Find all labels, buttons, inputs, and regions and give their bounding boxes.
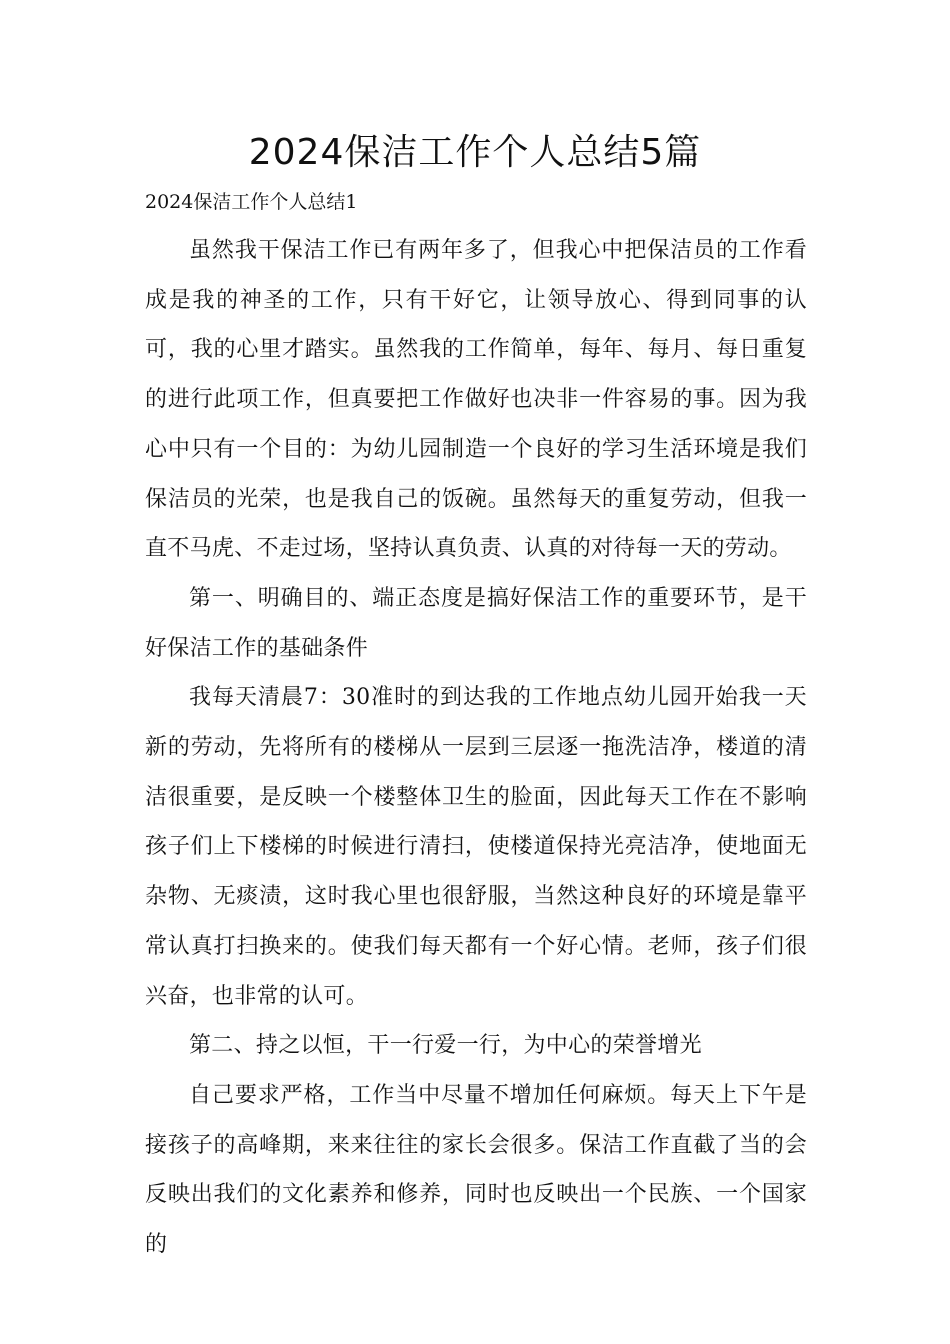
paragraph-point-one-heading: 第一、明确目的、端正态度是搞好保洁工作的重要环节，是干好保洁工作的基础条件: [145, 585, 807, 661]
section-heading: 2024保洁工作个人总结1: [145, 191, 358, 213]
paragraph-point-two-heading: 第二、持之以恒，干一行爱一行，为中心的荣誉增光: [189, 1033, 702, 1059]
paragraph-intro: 虽然我干保洁工作已有两年多了，但我心中把保洁员的工作看成是我的神圣的工作，只有干好它，让领导放心、得到同事的认可，我的心里才踏实。虽然我的工作简单，每年、每月、每日重复的进行此项工作，但真要把工作做好也决非一件容易的事。因为我心中只有一个目的：为幼儿园制造一个良好的学习生活环境是我们保洁员的光荣，也是我自己的饭碗。虽然每天的重复劳动，但我一直不马虎、不走过场，坚持认真负责、认真的对待每一天的劳动。: [145, 238, 807, 562]
paragraph-self-discipline: 自己要求严格，工作当中尽量不增加任何麻烦。每天上下午是接孩子的高峰期，来来往往的家长会很多。保洁工作直截了当的会反映出我们的文化素养和修养，同时也反映出一个民族、一个国家的: [145, 1082, 807, 1258]
document-title: 2024保洁工作个人总结5篇: [248, 132, 702, 173]
document-body: [145, 226, 807, 1270]
paragraph-daily-routine: 我每天清晨7：30准时的到达我的工作地点幼儿园开始我一天新的劳动，先将所有的楼梯从一层到三层逐一拖洗洁净，楼道的清洁很重要，是反映一个楼整体卫生的脸面，因此每天工作在不影响孩子们上下楼梯的时候进行清扫，使楼道保持光亮洁净，使地面无杂物、无痰渍，这时我心里也很舒服，当然这种良好的环境是靠平常认真打扫换来的。使我们每天都有一个好心情。老师，孩子们很兴奋，也非常的认可。: [145, 685, 807, 1009]
